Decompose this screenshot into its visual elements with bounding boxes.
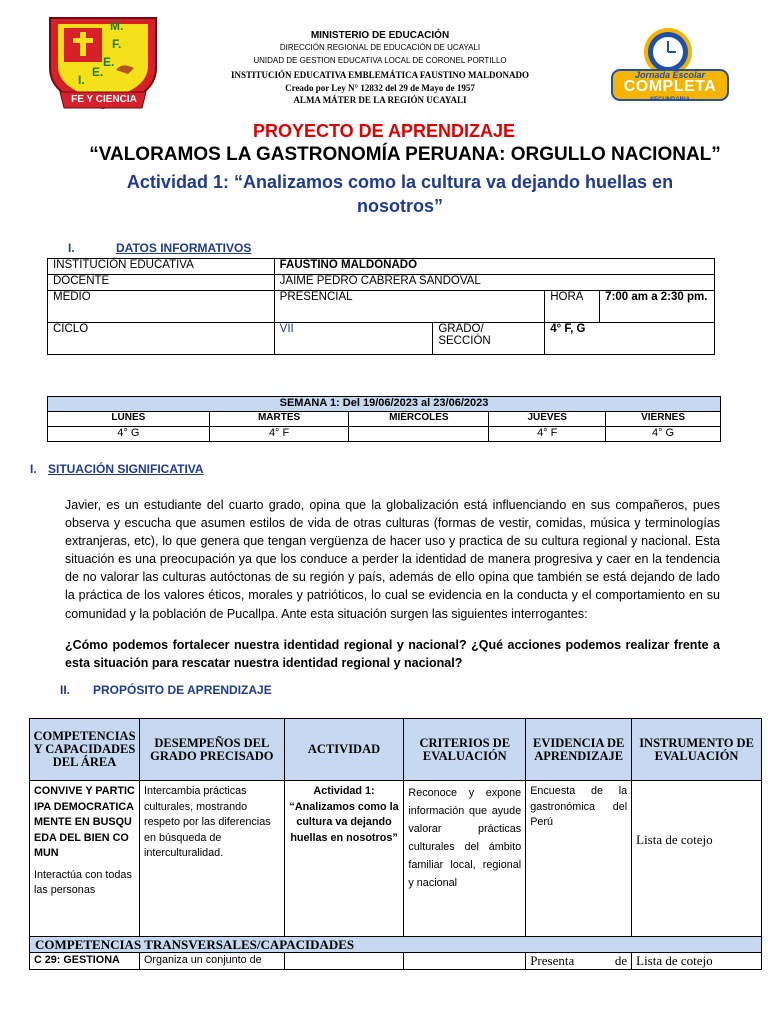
institution-line: INSTITUCIÓN EDUCATIVA EMBLEMÁTICA FAUSTINO MALDONADO — [230, 70, 530, 80]
ministry-line: MINISTERIO DE EDUCACIÓN — [310, 30, 450, 41]
section-proposito-heading — [60, 683, 272, 697]
evidencia-cell: Encuesta de la gastronómica del Perú — [526, 781, 632, 937]
section-title: PROPÓSITO DE APRENDIZAJE — [93, 683, 272, 697]
grado-value: 4° F, G — [545, 323, 715, 355]
competencia-cell — [30, 781, 140, 937]
shield-letter-e1: E. — [103, 55, 115, 69]
shield-letter-m: M. — [110, 19, 124, 33]
docente-label: DOCENTE — [48, 275, 275, 291]
table-row — [48, 323, 715, 355]
shield-motto: FE Y CIENCIA — [71, 94, 137, 105]
hora-value: 7:00 am a 2:30 pm. — [600, 291, 715, 323]
badge-line3: SECUNDARIA — [649, 97, 690, 103]
section-title: SITUACIÓN SIGNIFICATIVA — [48, 462, 204, 476]
week-values-row — [48, 427, 721, 442]
day-martes: MARTES — [209, 412, 349, 427]
header-actividad: ACTIVIDAD — [284, 719, 404, 781]
main-title: “VALORAMOS LA GASTRONOMÍA PERUANA: ORGULLO NACIONAL” — [89, 144, 721, 165]
desempeno-transversal: Organiza un conjunto de — [139, 953, 284, 970]
activity-title-line2: nosotros” — [356, 196, 443, 216]
badge-line1: Jornada Escolar — [634, 70, 706, 80]
desempeno-cell: Intercambia prácticas culturales, mostrando respeto por las diferencias en búsqueda de interculturalidad. — [139, 781, 284, 937]
situation-questions: ¿Cómo podemos fortalecer nuestra identidad regional y nacional? ¿Qué acciones podemos realizar frente a esta situación para rescatar nuestra identidad regional y nacional? — [65, 638, 720, 671]
day-viernes: VIERNES — [606, 412, 721, 427]
purpose-table — [29, 718, 762, 970]
activity-title-line1: Actividad 1: “Analizamos como la cultura va dejando huellas en — [126, 172, 674, 192]
purpose-row — [30, 953, 762, 970]
section-number: II. — [60, 683, 71, 697]
header-criterios: CRITERIOS DE EVALUACIÓN — [404, 719, 526, 781]
activity-title — [120, 170, 680, 218]
section-situacion-heading — [30, 462, 204, 476]
instrumento-transversal: Lista de cotejo — [632, 953, 762, 970]
week-title: SEMANA 1: Del 19/06/2023 al 23/06/2023 — [48, 397, 721, 412]
value-jueves: 4° F — [489, 427, 606, 442]
badge-line2: COMPLETA — [623, 78, 717, 95]
direction-line: DIRECCIÓN REGIONAL DE EDUCACIÓN DE UCAYALI — [279, 43, 481, 52]
value-lunes: 4° G — [48, 427, 210, 442]
unit-line: UNIDAD DE GESTION EDUCATIVA LOCAL DE CORONEL PORTILLO — [253, 56, 507, 65]
hora-label: HORA — [545, 291, 600, 323]
capacidad-text: Interactúa con todas las personas — [34, 868, 132, 896]
ciclo-value: VII — [274, 323, 433, 355]
table-row — [48, 291, 715, 323]
ciclo-label: CICLO — [48, 323, 275, 355]
created-line: Creado por Ley N° 12832 del 29 de Mayo de 1957 — [285, 83, 475, 93]
project-title: PROYECTO DE APRENDIZAJE — [252, 121, 516, 141]
header-competencias: COMPETENCIAS Y CAPACIDADES DEL ÁREA — [30, 719, 140, 781]
shield-letter-f: F. — [112, 37, 122, 51]
section-number: I. — [30, 462, 37, 476]
table-row — [48, 259, 715, 275]
grado-label: GRADO/ SECCIÓN — [433, 323, 545, 355]
transversal-row — [30, 937, 762, 953]
competencia-text: CONVIVE Y PARTICIPA DEMOCRATICAMENTE EN BUSQUEDA DEL BIEN COMUN — [34, 785, 135, 859]
situation-paragraph: Javier, es un estudiante del cuarto grado, opina que la globalización está influenciando en sus compañeros, pues observa y escucha que asumen estilos de vida de otras culturas (formas de vestir, comidas, música y terminologías extranjeras, etc), lo que genera que tengan vergüenza de hacer uso y practica de su cultura regional y nacional. Esta situación es una preocupación ya que los conduce a perder la identidad de manera progresiva y caer en la tendencia de no valorar las culturas autóctonas de su región y país, además de ello opina que también se está dejando de lado la práctica de los valores éticos, morales y patrióticos, lo cual se evidencia en la conducta y el comportamiento en su comunidad y la población de Pucallpa. Ante esta situación surgen las siguientes interrogantes: — [65, 498, 720, 621]
table-row — [48, 275, 715, 291]
evidencia-transversal: Presenta de — [526, 953, 632, 970]
purpose-header-row — [30, 719, 762, 781]
day-jueves: JUEVES — [489, 412, 606, 427]
header-evidencia: EVIDENCIA DE APRENDIZAJE — [526, 719, 632, 781]
competencia-transversal: C 29: GESTIONA — [30, 953, 140, 970]
section-title: DATOS INFORMATIVOS — [116, 241, 252, 255]
header-instrumento: INSTRUMENTO DE EVALUACIÓN — [632, 719, 762, 781]
week-days-row — [48, 412, 721, 427]
transversal-title: COMPETENCIAS TRANSVERSALES/CAPACIDADES — [30, 937, 762, 953]
info-table — [47, 258, 715, 355]
inst-value: FAUSTINO MALDONADO — [274, 259, 714, 275]
value-martes: 4° F — [209, 427, 349, 442]
criterio-cell: Reconoce y expone información que ayude valorar prácticas culturales del ámbito familiar local, regional y nacional — [404, 781, 526, 937]
shield-letter-e2: E. — [92, 65, 104, 79]
section-number: I. — [68, 241, 75, 255]
actividad-cell: Actividad 1: “Analizamos como la cultura va dejando huellas en nosotros” — [284, 781, 404, 937]
instrumento-cell: Lista de cotejo — [632, 781, 762, 937]
day-lunes: LUNES — [48, 412, 210, 427]
header-desempenos: DESEMPEÑOS DEL GRADO PRECISADO — [139, 719, 284, 781]
section-datos-heading — [68, 241, 251, 255]
inst-label: INSTITUCIÓN EDUCATIVA — [48, 259, 275, 275]
day-miercoles: MIÉRCOLES — [349, 412, 489, 427]
alma-line: ALMA MÁTER DE LA REGIÓN UCAYALI — [293, 95, 467, 105]
shield-letter-i: I. — [78, 73, 85, 87]
criterio-transversal — [404, 953, 526, 970]
actividad-transversal — [284, 953, 404, 970]
week-table — [47, 396, 721, 442]
docente-value: JAIME PEDRO CABRERA SANDOVAL — [274, 275, 714, 291]
medio-label: MEDIO — [48, 291, 275, 323]
purpose-row — [30, 781, 762, 937]
value-miercoles — [349, 427, 489, 442]
value-viernes: 4° G — [606, 427, 721, 442]
week-title-row — [48, 397, 721, 412]
medio-value: PRESENCIAL — [274, 291, 545, 323]
